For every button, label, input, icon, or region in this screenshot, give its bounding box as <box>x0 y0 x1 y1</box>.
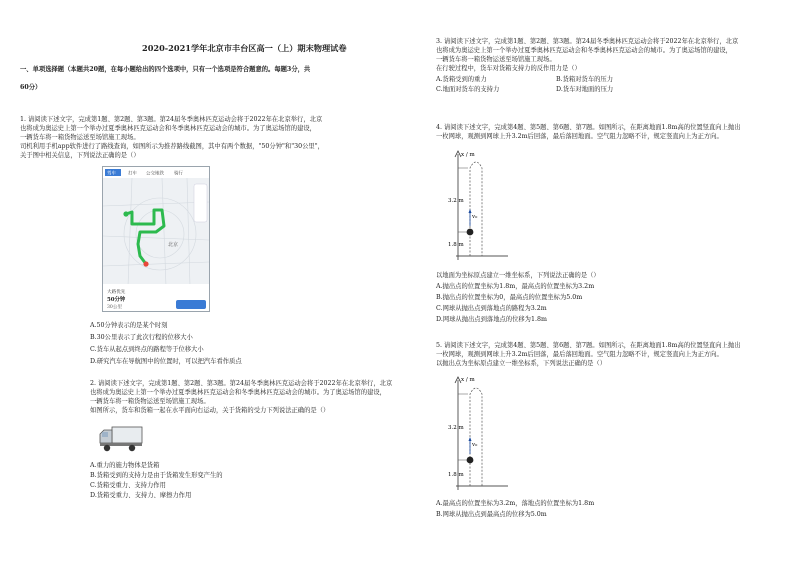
q2-line: 也将成为奥运史上第一个举办过夏季奥林匹克运动会和冬季奥林匹克运动会的城市。为了奥运场馆的建设， <box>90 389 386 396</box>
q3-option-d[interactable]: D.货车对地面的压力 <box>556 86 614 93</box>
q2-line: 2. 请阅读下述文字，完成第1题、第2题、第3题。第24届冬季奥林匹克运动会将于2022年在北京举行，北京 <box>90 380 393 387</box>
q1-option-b[interactable]: B.30公里表示了此次行程的位移大小 <box>90 334 193 341</box>
map-city-label: 北京 <box>168 242 179 248</box>
q2-option-c[interactable]: C.货箱受重力、支持力作用 <box>90 482 166 489</box>
trajectory-path <box>470 162 482 256</box>
truck-wheel <box>104 445 110 451</box>
section-heading-cont: 60分） <box>20 84 42 91</box>
right-column <box>408 0 780 562</box>
ball-trajectory-figure-2 <box>448 372 512 490</box>
q3-line: 也将成为奥运史上第一个举办过夏季奥林匹克运动会和冬季奥林匹克运动会的城市。为了奥运场馆的建设， <box>436 47 732 54</box>
q1-option-d[interactable]: D.研究汽车在导航图中的位置时，可以把汽车看作质点 <box>90 358 242 365</box>
velocity-arrow-head-icon <box>469 209 472 213</box>
height-label-bottom: 1.8 m <box>448 472 464 478</box>
x-axis-label: x / m <box>461 152 475 158</box>
q3-line: 3. 请阅读下述文字，完成第1题、第2题、第3题。第24届冬季奥林匹克运动会将于2022年在北京举行，北京 <box>436 38 739 45</box>
q1-line: 关于图中相关信息，下列说法正确的是（） <box>20 152 140 159</box>
map-tab-transit[interactable]: 公交地铁 <box>146 171 164 177</box>
height-label-top: 3.2 m <box>448 198 464 204</box>
q5-option-a[interactable]: A.最高点的位置坐标为3.2m，落地点的位置坐标为1.8m <box>436 500 595 507</box>
route-option-label: 大路优先 <box>107 290 126 295</box>
navigate-button[interactable] <box>176 300 206 309</box>
height-label-bottom: 1.8 m <box>448 242 464 248</box>
velocity-label: v₀ <box>472 214 478 220</box>
ball-trajectory-figure <box>448 148 512 260</box>
truck-wheel <box>129 445 135 451</box>
left-column <box>14 0 393 562</box>
q3-option-b[interactable]: B.货箱对货车的压力 <box>556 76 614 83</box>
q3-line: 在行驶过程中，货车对货箱支持力的反作用力是（） <box>436 65 581 72</box>
q4-after: 以地面为坐标原点建立一维坐标系，下列说法正确的是（） <box>436 272 600 279</box>
q4-option-a[interactable]: A.抛出点的位置坐标为1.8m，最高点的位置坐标为3.2m <box>436 283 595 290</box>
q4-line: 4. 请阅读下述文字，完成第4题、第5题、第6题、第7题。如图所示，在距离地面1.8m高的位置竖直向上抛出 <box>436 124 741 131</box>
q2-option-b[interactable]: B.货箱受到的支持力是由于货箱发生形变产生的 <box>90 472 223 479</box>
q2-line: 一辆货车将一箱货物运送至场馆施工现场。 <box>90 398 210 405</box>
q1-line: 1. 请阅读下述文字，完成第1题、第2题、第3题。第24届冬季奥林匹克运动会将于2022年在北京举行，北京 <box>20 116 323 123</box>
q2-option-d[interactable]: D.货箱受重力、支持力、摩擦力作用 <box>90 492 192 499</box>
q1-line: 一辆货车将一箱货物运送至场馆施工现场。 <box>20 134 140 141</box>
q2-line: 如图所示，货车和货箱一起在水平面向右运动，关于货箱的受力下列说法正确的是（） <box>90 407 330 414</box>
trajectory-path <box>470 388 482 486</box>
velocity-label: v₀ <box>472 442 478 448</box>
truck-figure <box>98 424 144 454</box>
q5-option-b[interactable]: B.网球从抛出点到最高点的位移为5.0m <box>436 511 547 518</box>
x-axis-label: x / m <box>461 377 475 383</box>
q1-option-a[interactable]: A.50分钟表示的是某个时刻 <box>90 322 168 329</box>
q4-option-b[interactable]: B.抛出点的位置坐标为0，最高点的位置坐标为5.0m <box>436 294 583 301</box>
tennis-ball <box>467 229 474 236</box>
section-heading: 一、单项选择题（本题共20题，在每小题给出的四个选项中，只有一个选项是符合题意的。每题3分，共 <box>20 66 311 73</box>
q2-option-a[interactable]: A.重力的施力物体是货箱 <box>90 462 160 469</box>
map-tab-taxi[interactable]: 打车 <box>128 171 137 177</box>
velocity-arrow-head-icon <box>469 437 472 441</box>
cargo-box <box>112 427 142 443</box>
q1-option-c[interactable]: C.货车从起点到终点的路程等于位移大小 <box>90 346 204 353</box>
q5-line: 5. 请阅读下述文字，完成第4题、第5题、第6题、第7题。如图所示，在距离地面1.8m高的位置竖直向上抛出 <box>436 342 741 349</box>
height-label-top: 3.2 m <box>448 425 464 431</box>
q4-line: 一枚网球，观测到网球上升3.2m后回落，最后落回地面。空气阻力忽略不计，规定竖直向上为正方向。 <box>436 133 723 140</box>
q5-line: 以抛出点为坐标原点建立一维坐标系，下列说法正确的是（） <box>436 360 607 367</box>
q4-option-d[interactable]: D.网球从抛出点到落地点的位移为1.8m <box>436 316 547 323</box>
q1-line: 司机利用手机app软件进行了路线查询，如图所示为推荐路线截图，其中有两个数据，"50分钟"和"30公里"， <box>20 143 324 150</box>
route-end-icon <box>143 261 148 266</box>
map-tab-drive[interactable]: 驾车 <box>107 171 116 177</box>
route-duration: 50分钟 <box>107 297 126 303</box>
route-map-figure <box>102 166 210 312</box>
map-side-controls[interactable] <box>194 184 207 222</box>
exam-title: 2020-2021学年北京市丰台区高一（上）期末物理试卷 <box>142 43 347 53</box>
q3-option-a[interactable]: A.货箱受到的重力 <box>436 76 487 83</box>
q4-option-c[interactable]: C.网球从抛出点到落地点的路程为3.2m <box>436 305 547 312</box>
q1-line: 也将成为奥运史上第一个举办过夏季奥林匹克运动会和冬季奥林匹克运动会的城市。为了奥运场馆的建设， <box>20 125 316 132</box>
q3-line: 一辆货车将一箱货物运送至场馆施工现场。 <box>436 56 556 63</box>
route-distance: 30公里 <box>107 305 123 310</box>
tennis-ball <box>467 457 474 464</box>
q3-option-c[interactable]: C.地面对货车的支持力 <box>436 86 500 93</box>
truck-window <box>102 432 108 437</box>
q5-line: 一枚网球，观测到网球上升3.2m后回落，最后落回地面。空气阻力忽略不计，规定竖直向上为正方向。 <box>436 351 723 358</box>
route-start-icon <box>123 211 128 216</box>
map-tab-bike[interactable]: 骑行 <box>174 171 183 177</box>
